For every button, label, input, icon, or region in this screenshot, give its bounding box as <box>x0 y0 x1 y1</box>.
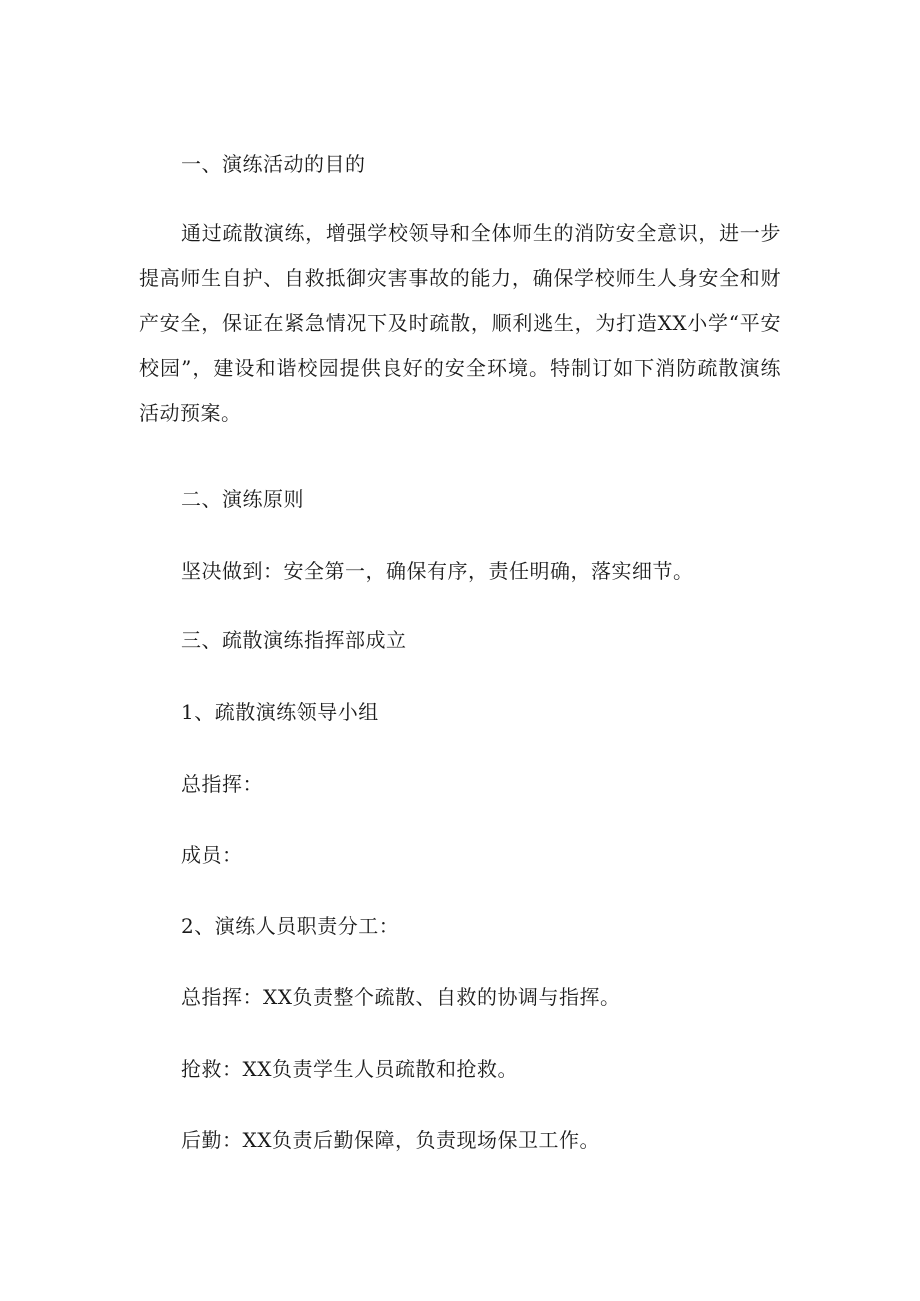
purpose-paragraph: 通过疏散演练，增强学校领导和全体师生的消防安全意识，进一步提高师生自护、自救抵御灾害事故的能力，确保学校师生人身安全和财产安全，保证在紧急情况下及时疏散，顺利逃生，为打造XX小学“平安校园”，建设和谐校园提供良好的安全环境。特制订如下消防疏散演练活动预案。 <box>139 221 781 425</box>
section-heading-command: 三、疏散演练指挥部成立 <box>181 628 407 652</box>
section-heading-purpose: 一、演练活动的目的 <box>181 152 366 176</box>
subsection-duties: 2、演练人员职责分工： <box>181 914 400 938</box>
duty-logistics: 后勤：XX负责后勤保障，负责现场保卫工作。 <box>181 1128 600 1152</box>
principles-text: 坚决做到：安全第一，确保有序，责任明确，落实细节。 <box>181 559 694 583</box>
commander-label: 总指挥： <box>181 772 263 796</box>
duty-commander: 总指挥：XX负责整个疏散、自救的协调与指挥。 <box>181 985 621 1009</box>
duty-rescue: 抢救：XX负责学生人员疏散和抢救。 <box>181 1057 518 1081</box>
subsection-leading-group: 1、疏散演练领导小组 <box>181 700 379 724</box>
members-label: 成员： <box>181 843 243 867</box>
section-heading-principles: 二、演练原则 <box>181 487 304 511</box>
